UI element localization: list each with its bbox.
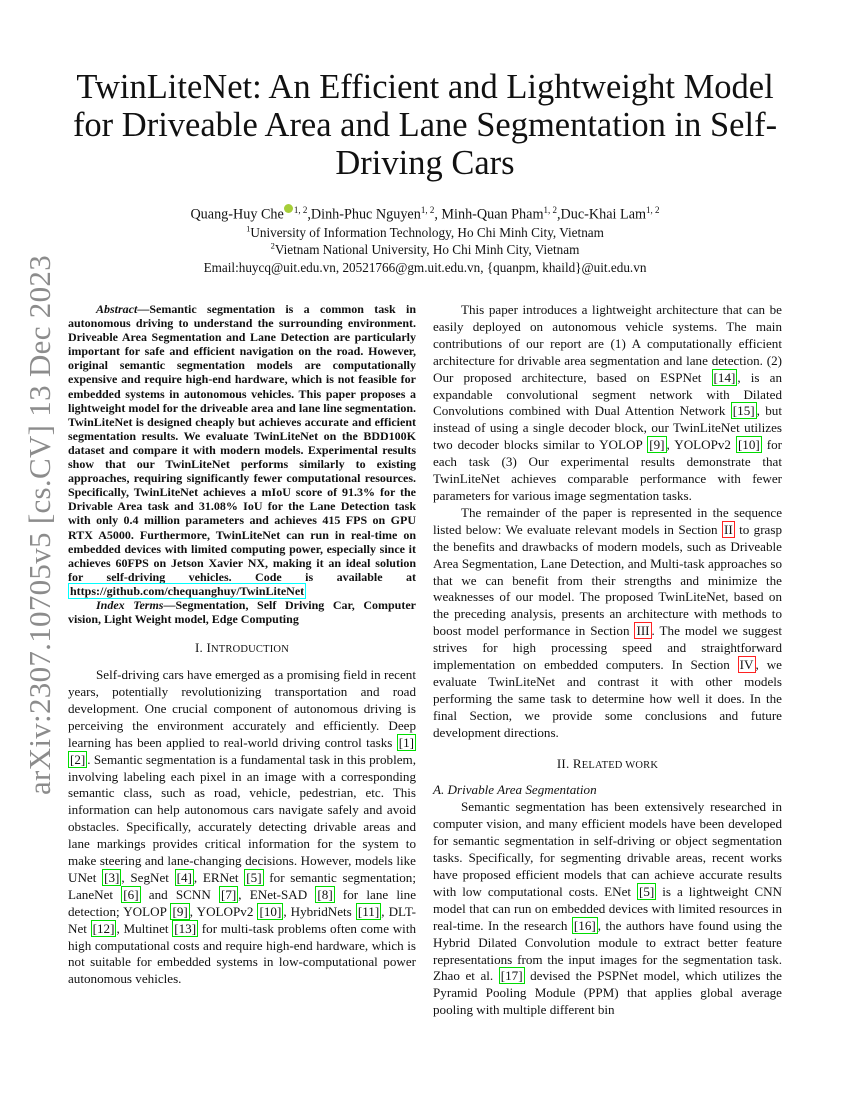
index-terms-text: —Segmentation, Self Driving Car, Computer vision, Light Weight model, Edge Computing: [68, 597, 416, 627]
author-list: [60, 204, 790, 224]
text-run: , YOLOPv2: [189, 903, 258, 919]
outline-paragraph: [433, 505, 782, 742]
right-column: [433, 302, 782, 1019]
abstract: [68, 302, 416, 598]
affiliation-mark: 1: [246, 223, 251, 234]
citation-link[interactable]: [13]: [174, 920, 197, 936]
text-run: , ENet-SAD: [238, 886, 316, 902]
section-initial: I: [206, 640, 211, 656]
affiliation-text: Vietnam National University, Ho Chi Minh City, Vietnam: [274, 242, 580, 257]
author-affiliation-mark: 1, 2: [646, 205, 660, 215]
author-name: Dinh-Phuc Nguyen: [310, 206, 421, 223]
affiliation-mark: 2: [270, 240, 275, 251]
author-affiliation-mark: 1, 2: [420, 205, 435, 215]
text-run: , YOLOPv2: [666, 437, 736, 453]
text-run: , we evaluate TwinLiteNet and contrast it with other models performing the same task to determine how well it does. In the final Section, we provide some conclusions and future development directions.: [433, 657, 782, 740]
introduction-paragraph: [68, 667, 416, 988]
affiliation-2: [60, 241, 790, 258]
citation-link[interactable]: [1]: [398, 734, 414, 750]
author-separator: ,: [434, 206, 442, 223]
abstract-label: Abstract: [96, 302, 138, 316]
text-run: . The model we suggest strives for high processing speed and straightforward implementation on embedded computers. In Section: [433, 623, 782, 673]
author-name: Duc-Khai Lam: [560, 206, 647, 223]
text-run: is a lightweight CNN model that can run on embedded devices with limited resources in real-time. In the research: [433, 883, 782, 933]
text-run: Self-driving cars have emerged as a promising field in recent years, potentially revolutionizing transportation and road development. One crucial component of autonomous driving is perceiving the environment accurately and efficiently. Deep learning has been applied to real-world driving control tasks: [68, 667, 416, 750]
citation-link[interactable]: [12]: [92, 920, 115, 936]
index-terms: [68, 598, 416, 626]
abstract-text: —Semantic segmentation is a common task in autonomous driving to understand the surrounding environment. Driveable Area Segmentation and Lane Detection are particularly important for safe and efficient navigation on the road. However, original semantic segmentation models are computationally expensive and require high-end hardware, which is not feasible for embedded systems in autonomous vehicles. This paper proposes a lightweight model for the driveable area and lane line segmentation. TwinLiteNet is designed cheaply but achieves accurate and efficient segmentation results. We evaluate TwinLiteNet on the BDD100K dataset and compare it with modern models. Experimental results show that our TwinLiteNet performs similarly to existing approaches, requiring significantly fewer computational resources. Specifically, TwinLiteNet achieves a mIoU score of 91.3% for the Drivable Area task and 31.08% IoU for the Lane Detection task with only 0.4 million parameters and achieves 415 FPS on GPU RTX A5000. Furthermore, TwinLiteNet can run in real-time on embedded devices with limited computing power, especially since it achieves 60FPS on Jetson Xavier NX, making it an ideal solution for self-driving vehicles. Code is available at: [68, 302, 416, 584]
citation-link[interactable]: [2]: [70, 751, 86, 767]
citation-link[interactable]: [16]: [573, 917, 596, 933]
paper-title: TwinLiteNet: An Efficient and Lightweight Model for Driveable Area and Lane Segmentation in Self-Driving Cars: [72, 68, 778, 182]
orcid-icon[interactable]: [284, 204, 293, 213]
citation-link[interactable]: [4]: [176, 869, 192, 885]
text-run: Semantic segmentation has been extensively researched in computer vision, and many efficient models have been developed for semantic segmentation in self-driving or object segmentation tasks. Specifically, for segmenting drivable areas, recent works have proposed efficient models that can achieve accurate results with low computational costs. ENet: [433, 799, 782, 899]
text-run: , DLT-Net: [68, 903, 416, 936]
citation-link[interactable]: [10]: [259, 903, 282, 919]
section-link[interactable]: III: [636, 623, 650, 639]
text-run: and SCNN: [140, 886, 219, 902]
index-terms-label: Index Terms: [96, 597, 164, 612]
author-affiliation-mark: 1, 2: [543, 205, 557, 215]
text-run: , the authors have found using the Hybrid Dilated Convolution module to extract better feature representations from the input images for the segmentation task. Zhao et al.: [433, 917, 783, 984]
section-number: II.: [556, 755, 573, 771]
text-run: for semantic segmentation; LaneNet: [68, 869, 416, 902]
citation-link[interactable]: [11]: [357, 903, 380, 919]
drivable-area-paragraph: [433, 799, 782, 1019]
text-run: for each task (3) Our experimental results demonstrate that TwinLiteNet achieves comparable performance with fewer parameters for various image segmentation tasks.: [433, 437, 782, 503]
section-title-rest: ELATED WORK: [581, 759, 659, 771]
author-name: Minh-Quan Pham: [441, 206, 544, 223]
text-run: , SegNet: [121, 869, 175, 885]
section-initial: R: [572, 755, 582, 771]
citation-link[interactable]: [10]: [737, 437, 760, 453]
citation-link[interactable]: [9]: [172, 903, 188, 919]
author-name: Quang-Huy Che: [190, 206, 284, 223]
text-run: to grasp the benefits and drawbacks of modern models, such as Driveable Area Segmentation, Lane Detection, and Multi-task approaches so that we can benefit from their strengths and minimize the weaknesses of our model. The proposed TwinLiteNet, based on the preceding analysis, presents an architecture with methods to boost model performance in Section: [433, 521, 783, 639]
contributions-paragraph: [433, 302, 782, 505]
citation-link[interactable]: [5]: [639, 883, 655, 899]
text-run: This paper introduces a lightweight architecture that can be easily deployed on autonomous vehicle systems. The main contributions of our report are (1) A computationally efficient architecture for drivable area segmentation and lane detection. (2) Our proposed architecture, based on ESPNet: [433, 302, 782, 385]
citation-link[interactable]: [7]: [221, 886, 237, 902]
citation-link[interactable]: [15]: [732, 403, 755, 419]
author-separator: ,: [307, 206, 311, 223]
citation-link[interactable]: [17]: [500, 968, 523, 984]
text-run: , is an expandable convolutional segment network with Dilated Convolutions combined with Dual Attention Network: [433, 369, 782, 419]
text-run: devised the PSPNet model, which utilizes the Pyramid Pooling Module (PPM) that applies global average pooling with multiple different bin: [433, 968, 782, 1018]
affiliation-1: [60, 224, 790, 241]
text-run: for lane line detection; YOLOP: [68, 886, 417, 919]
author-separator: ,: [557, 206, 561, 223]
text-run: The remainder of the paper is represented in the sequence listed below: We evaluate relevant models in Section: [433, 504, 782, 537]
left-column: [68, 302, 416, 988]
citation-link[interactable]: [5]: [246, 869, 262, 885]
citation-link[interactable]: [3]: [104, 869, 120, 885]
citation-link[interactable]: [6]: [123, 886, 139, 902]
section-heading-introduction: [68, 640, 416, 659]
section-heading-related-work: [433, 756, 782, 775]
citation-link[interactable]: [8]: [317, 886, 333, 902]
text-run: , ERNet: [193, 869, 245, 885]
text-run: , HybridNets: [283, 903, 356, 919]
citation-link[interactable]: [9]: [649, 437, 665, 453]
arxiv-identifier: arXiv:2307.10705v5 [cs.CV] 13 Dec 2023: [22, 254, 57, 796]
affiliation-text: University of Information Technology, Ho Chi Minh City, Vietnam: [250, 225, 604, 240]
text-run: , Multinet: [116, 920, 173, 936]
section-link[interactable]: II: [723, 521, 733, 537]
text-run: , but instead of using a single decoder block, our TwinLiteNet utilizes two decoder blocks similar to YOLOP: [433, 403, 782, 453]
text-run: . Semantic segmentation is a fundamental task in this problem, involving labeling each pixel in an image with a corresponding semantic class, such as road, vehicle, pedestrian, etc. This information can help autonomous cars navigate safely and avoid obstacles. Specifically, accurately detecting drivable areas and lane markings provides critical information for the system to make steering and lane-changing decisions. However, models like UNet: [68, 751, 416, 885]
section-title-rest: NTRODUCTION: [210, 644, 289, 656]
text-run: for multi-task problems often come with high computational costs and require high-end hardware, which is not suitable for embedded systems in low-computational power autonomous vehicles.: [68, 920, 417, 987]
section-number: I.: [195, 640, 207, 656]
author-affiliation-mark: 1, 2: [293, 205, 308, 215]
section-link[interactable]: IV: [739, 657, 754, 673]
code-repository-link[interactable]: https://github.com/chequanghuy/TwinLiteNet: [70, 583, 305, 598]
citation-link[interactable]: [14]: [713, 369, 736, 385]
subsection-heading: A. Drivable Area Segmentation: [433, 782, 597, 798]
author-emails: Email:huycq@uit.edu.vn, 20521766@gm.uit.edu.vn, {quanpm, khaild}@uit.edu.vn: [203, 260, 647, 275]
